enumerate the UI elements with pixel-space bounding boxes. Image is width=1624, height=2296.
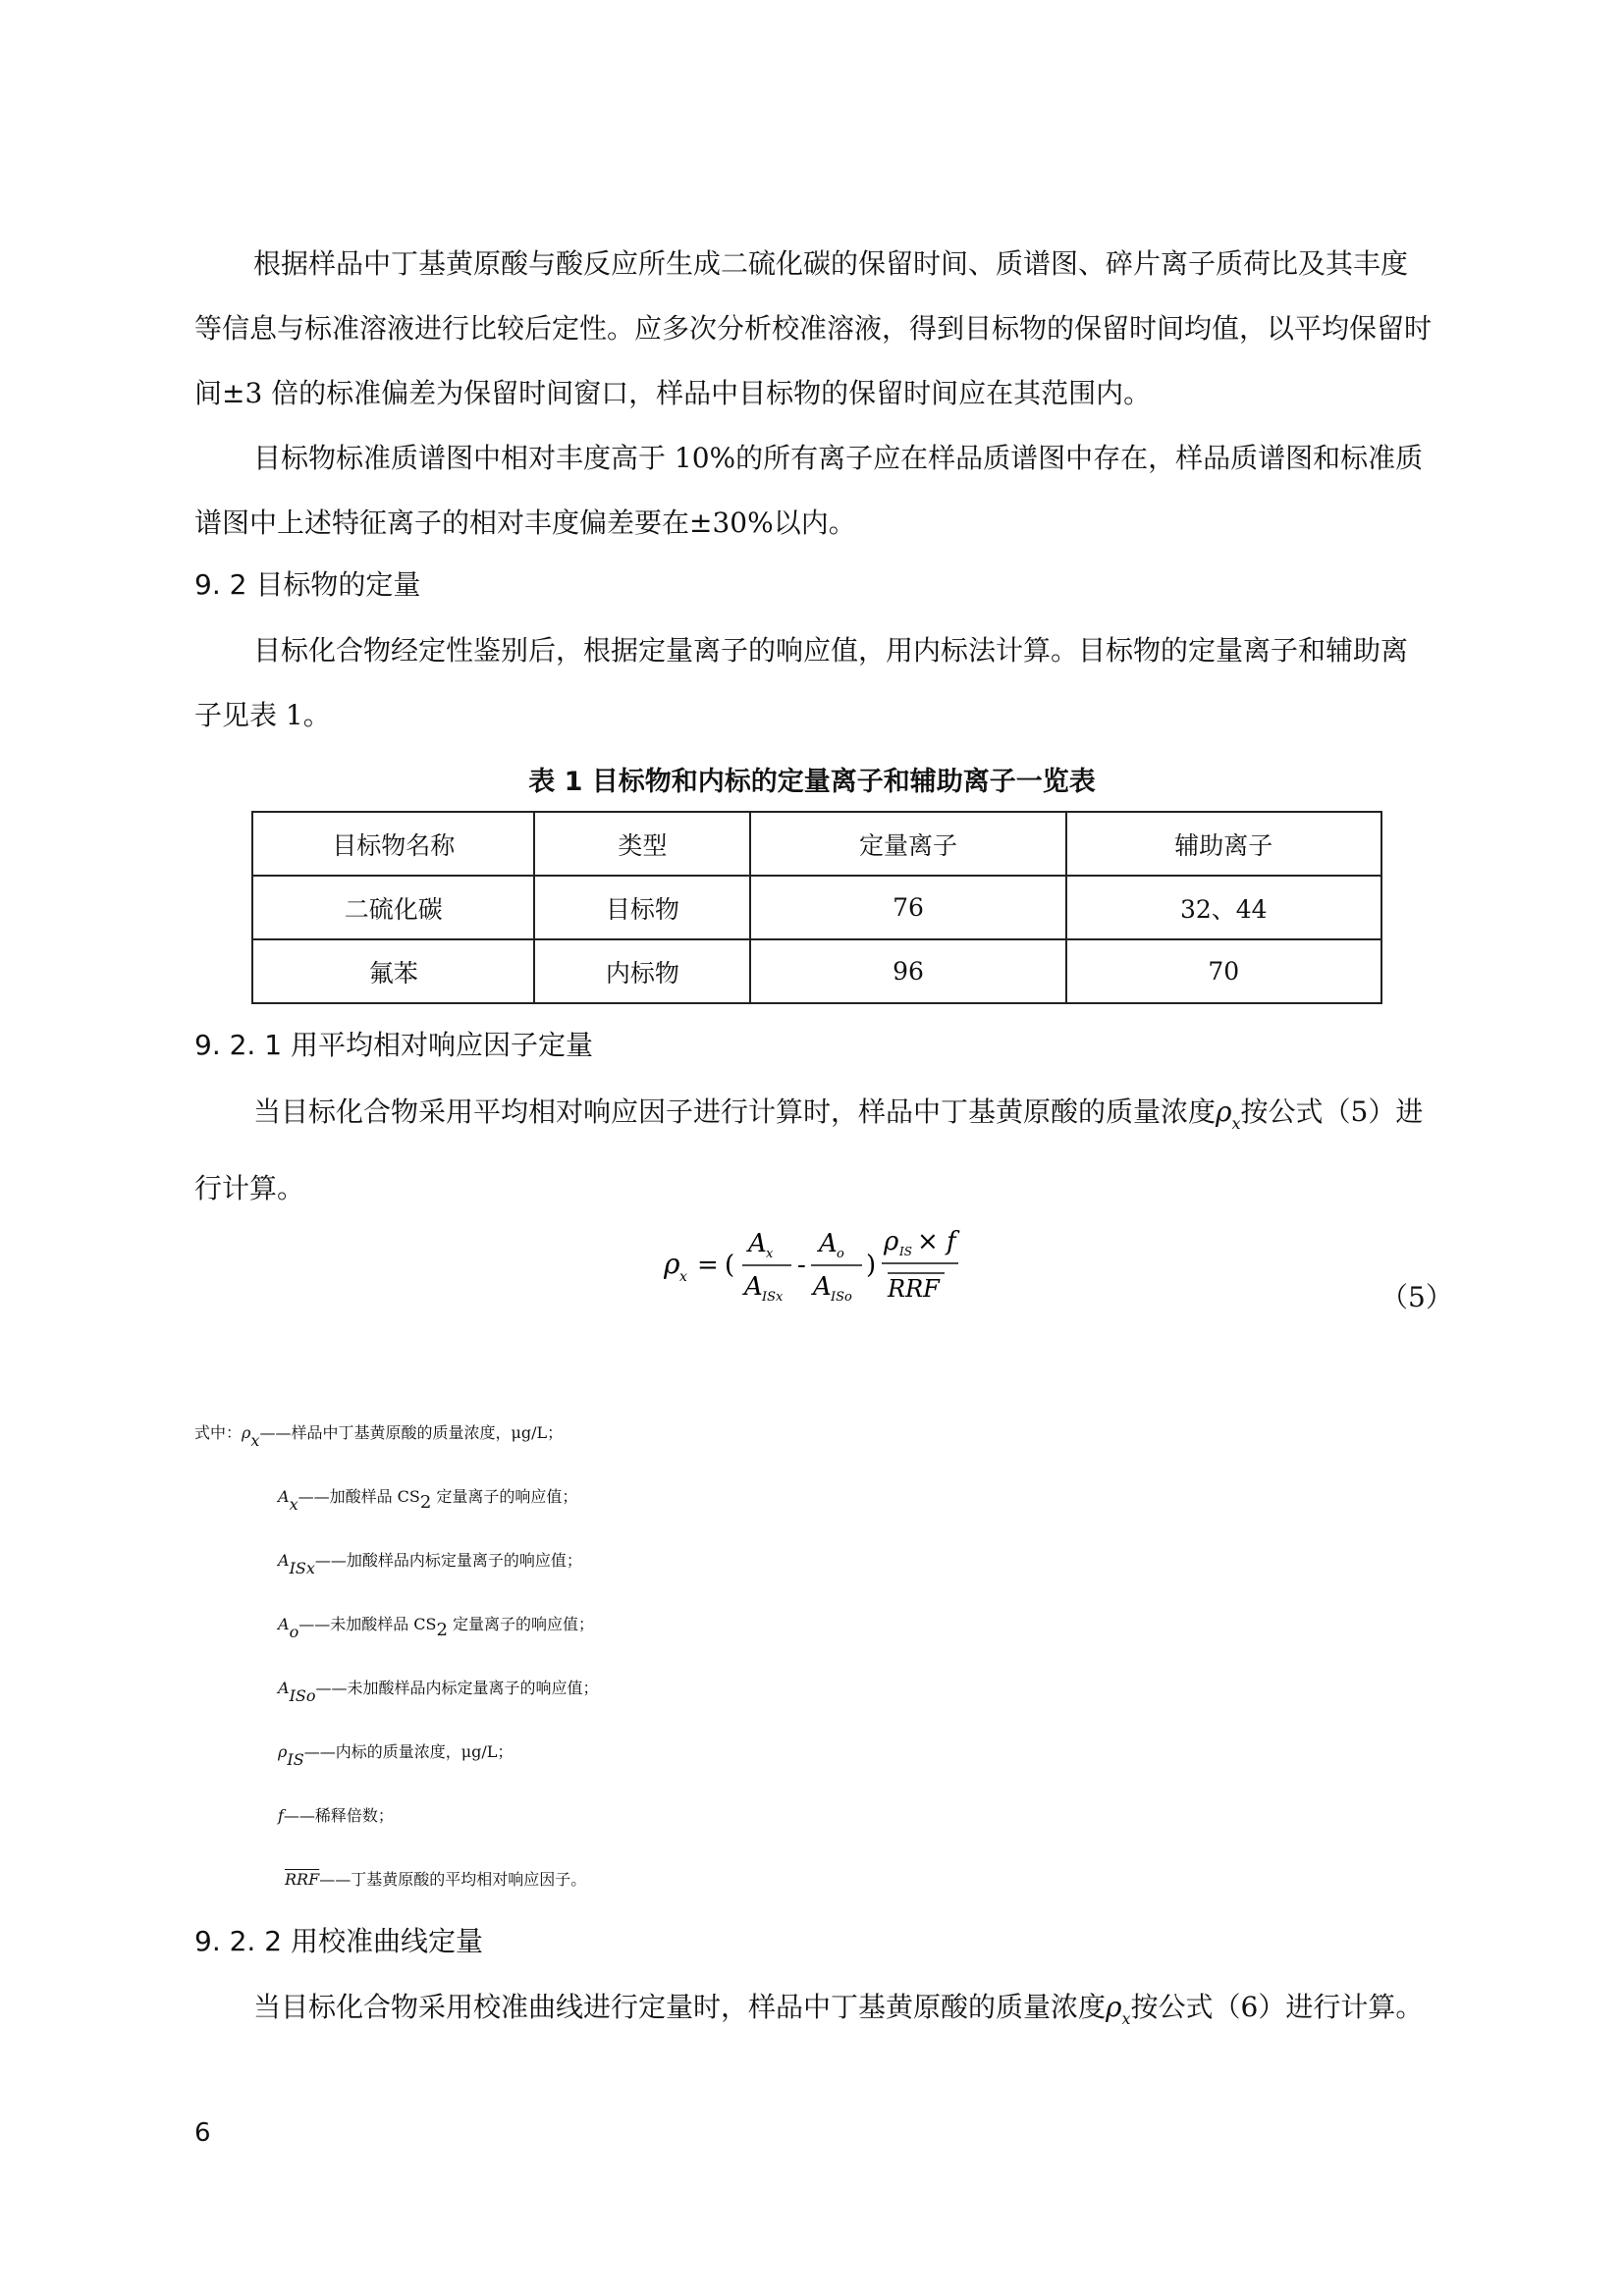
- variable-intro: 式中：: [194, 1423, 243, 1442]
- paragraph-mass-spectrum: 目标物标准质谱图中相对丰度高于 10%的所有离子应在样品质谱图中存在，样品质谱图和标准质谱图中上述特征离子的相对丰度偏差要在±30%以内。: [194, 442, 1424, 539]
- table-header-cell: 定量离子: [750, 812, 1065, 876]
- variable-row: [285, 1860, 586, 1899]
- variable-description: 加酸样品 CS: [329, 1487, 420, 1506]
- formula-svg: [664, 1212, 978, 1320]
- table-header-cell: 辅助离子: [1066, 812, 1381, 876]
- variable-symbol: A: [278, 1551, 290, 1570]
- paragraph-rrf-method: [194, 1080, 1432, 1221]
- variable-dash: ——: [298, 1487, 330, 1506]
- variable-subscript: ISx: [289, 1559, 315, 1577]
- variable-subscript: x: [289, 1495, 298, 1514]
- variable-symbol: ρ: [242, 1423, 251, 1442]
- formula-term1-num: A: [748, 1229, 767, 1258]
- paragraph-text: 按公式（6）进行计算。: [1130, 1991, 1424, 2023]
- formula-lhs: ρ: [664, 1248, 680, 1280]
- variable-row: [278, 1541, 582, 1588]
- variable-subscript: ISo: [289, 1686, 316, 1705]
- variable-symbol: $\overline{RRF}$: [285, 1870, 320, 1889]
- variable-subscript: IS: [287, 1750, 304, 1769]
- formula-equals: =: [697, 1251, 719, 1280]
- equation-number: （5）: [1380, 1281, 1453, 1313]
- paragraph-text: 当目标化合物采用平均相对响应因子进行计算时，样品中丁基黄原酸的质量浓度: [253, 1095, 1217, 1128]
- heading-9-2-2: 9. 2. 2 用校准曲线定量: [194, 1925, 483, 1957]
- paragraph-text: 当目标化合物采用校准曲线进行定量时，样品中丁基黄原酸的质量浓度: [253, 1991, 1107, 2023]
- rho-subscript: x: [1121, 2009, 1131, 2028]
- variable-dash: ——: [319, 1870, 352, 1889]
- ions-table: [251, 811, 1382, 1004]
- variable-description: 样品中丁基黄原酸的质量浓度，μg/L；: [291, 1423, 564, 1442]
- table-cell: 氟苯: [252, 939, 534, 1003]
- variable-subscript: x: [250, 1431, 260, 1450]
- variable-desc-subscript: 2: [436, 1620, 448, 1640]
- variable-description: 定量离子的响应值；: [431, 1487, 578, 1506]
- variable-desc-subscript: 2: [419, 1492, 432, 1513]
- heading-9-2-1: 9. 2. 1 用平均相对响应因子定量: [194, 1029, 593, 1061]
- table-caption: 表 1 目标物和内标的定量离子和辅助离子一览表: [528, 767, 1096, 797]
- variable-dash: ——: [283, 1806, 315, 1825]
- table-row: [252, 939, 1381, 1003]
- variable-description: 内标的质量浓度，μg/L；: [335, 1742, 514, 1761]
- paragraph-text: 按公式（5）进行计算。: [194, 1095, 1424, 1204]
- table-cell: 32、44: [1066, 876, 1381, 939]
- table-cell: 96: [750, 939, 1065, 1003]
- formula-term3-times: × f: [917, 1227, 956, 1256]
- variable-symbol: A: [278, 1487, 290, 1506]
- variable-description: 丁基黄原酸的平均相对响应因子。: [351, 1870, 587, 1889]
- formula-term2-num: A: [819, 1229, 838, 1258]
- formula-term3-num-sub: IS: [899, 1245, 912, 1258]
- formula-term2-num-sub: o: [837, 1247, 844, 1261]
- rho-symbol: ρ: [1216, 1095, 1232, 1128]
- formula-term2-den: A: [813, 1272, 832, 1302]
- table-header-row: [252, 812, 1381, 876]
- variable-dash: ——: [259, 1423, 292, 1442]
- variable-description: 未加酸样品 CS: [330, 1615, 437, 1633]
- variable-row: [278, 1733, 513, 1780]
- formula-term1-den: A: [744, 1272, 763, 1302]
- paragraph-qualitative: 根据样品中丁基黄原酸与酸反应所生成二硫化碳的保留时间、质谱图、碎片离子质荷比及其丰度等信息与标准溶液进行比较后定性。应多次分析校准溶液，得到目标物的保留时间均值，以平均保留时间±3 倍的标准偏差为保留时间窗口，样品中目标物的保留时间应在其范围内。: [194, 247, 1433, 409]
- formula-term1-den-sub: ISx: [762, 1290, 784, 1305]
- page-number: 6: [194, 2118, 211, 2148]
- variable-row: [278, 1477, 577, 1524]
- variable-row: [278, 1605, 594, 1652]
- heading-9-2: 9. 2 目标物的定量: [194, 568, 421, 601]
- formula-term1-num-sub: x: [766, 1247, 774, 1261]
- formula-lhs-sub: x: [679, 1269, 687, 1285]
- variable-description: 稀释倍数；: [314, 1806, 394, 1825]
- variable-symbol: A: [278, 1615, 290, 1633]
- variable-row: [194, 1414, 563, 1461]
- variable-dash: ——: [314, 1551, 347, 1570]
- variable-description: 定量离子的响应值；: [447, 1615, 595, 1633]
- formula-minus: -: [797, 1251, 806, 1280]
- formula-5: [664, 1212, 978, 1320]
- formula-term3-den: RRF: [888, 1275, 940, 1303]
- variable-dash: ——: [298, 1615, 331, 1633]
- formula-term2-den-sub: ISo: [831, 1290, 852, 1305]
- table-cell: 76: [750, 876, 1065, 939]
- variable-dash: ——: [303, 1742, 336, 1761]
- rho-subscript: x: [1231, 1114, 1241, 1133]
- variable-description: 加酸样品内标定量离子的响应值；: [346, 1551, 582, 1570]
- variable-symbol: f: [278, 1806, 284, 1825]
- formula-term3-num: ρ: [884, 1227, 899, 1256]
- formula-paren-open: (: [725, 1251, 735, 1280]
- variable-symbol: A: [278, 1679, 290, 1697]
- variable-row: [278, 1669, 599, 1716]
- table-cell: 目标物: [534, 876, 750, 939]
- paragraph-quantitation: 目标化合物经定性鉴别后，根据定量离子的响应值，用内标法计算。目标物的定量离子和辅助离子见表 1。: [194, 634, 1409, 731]
- variable-symbol: ρ: [278, 1742, 288, 1761]
- table-row: [252, 876, 1381, 939]
- variable-subscript: o: [289, 1623, 299, 1641]
- paragraph-calibration-method: [194, 1975, 1432, 2052]
- table-header-cell: 目标物名称: [252, 812, 534, 876]
- formula-paren-close: ): [866, 1251, 877, 1280]
- rho-symbol: ρ: [1106, 1991, 1122, 2023]
- variable-row: [278, 1796, 394, 1836]
- table-header-cell: 类型: [534, 812, 750, 876]
- variable-description: 未加酸样品内标定量离子的响应值；: [347, 1679, 599, 1697]
- table-cell: 二硫化碳: [252, 876, 534, 939]
- table-cell: 70: [1066, 939, 1381, 1003]
- table-cell: 内标物: [534, 939, 750, 1003]
- variable-dash: ——: [315, 1679, 348, 1697]
